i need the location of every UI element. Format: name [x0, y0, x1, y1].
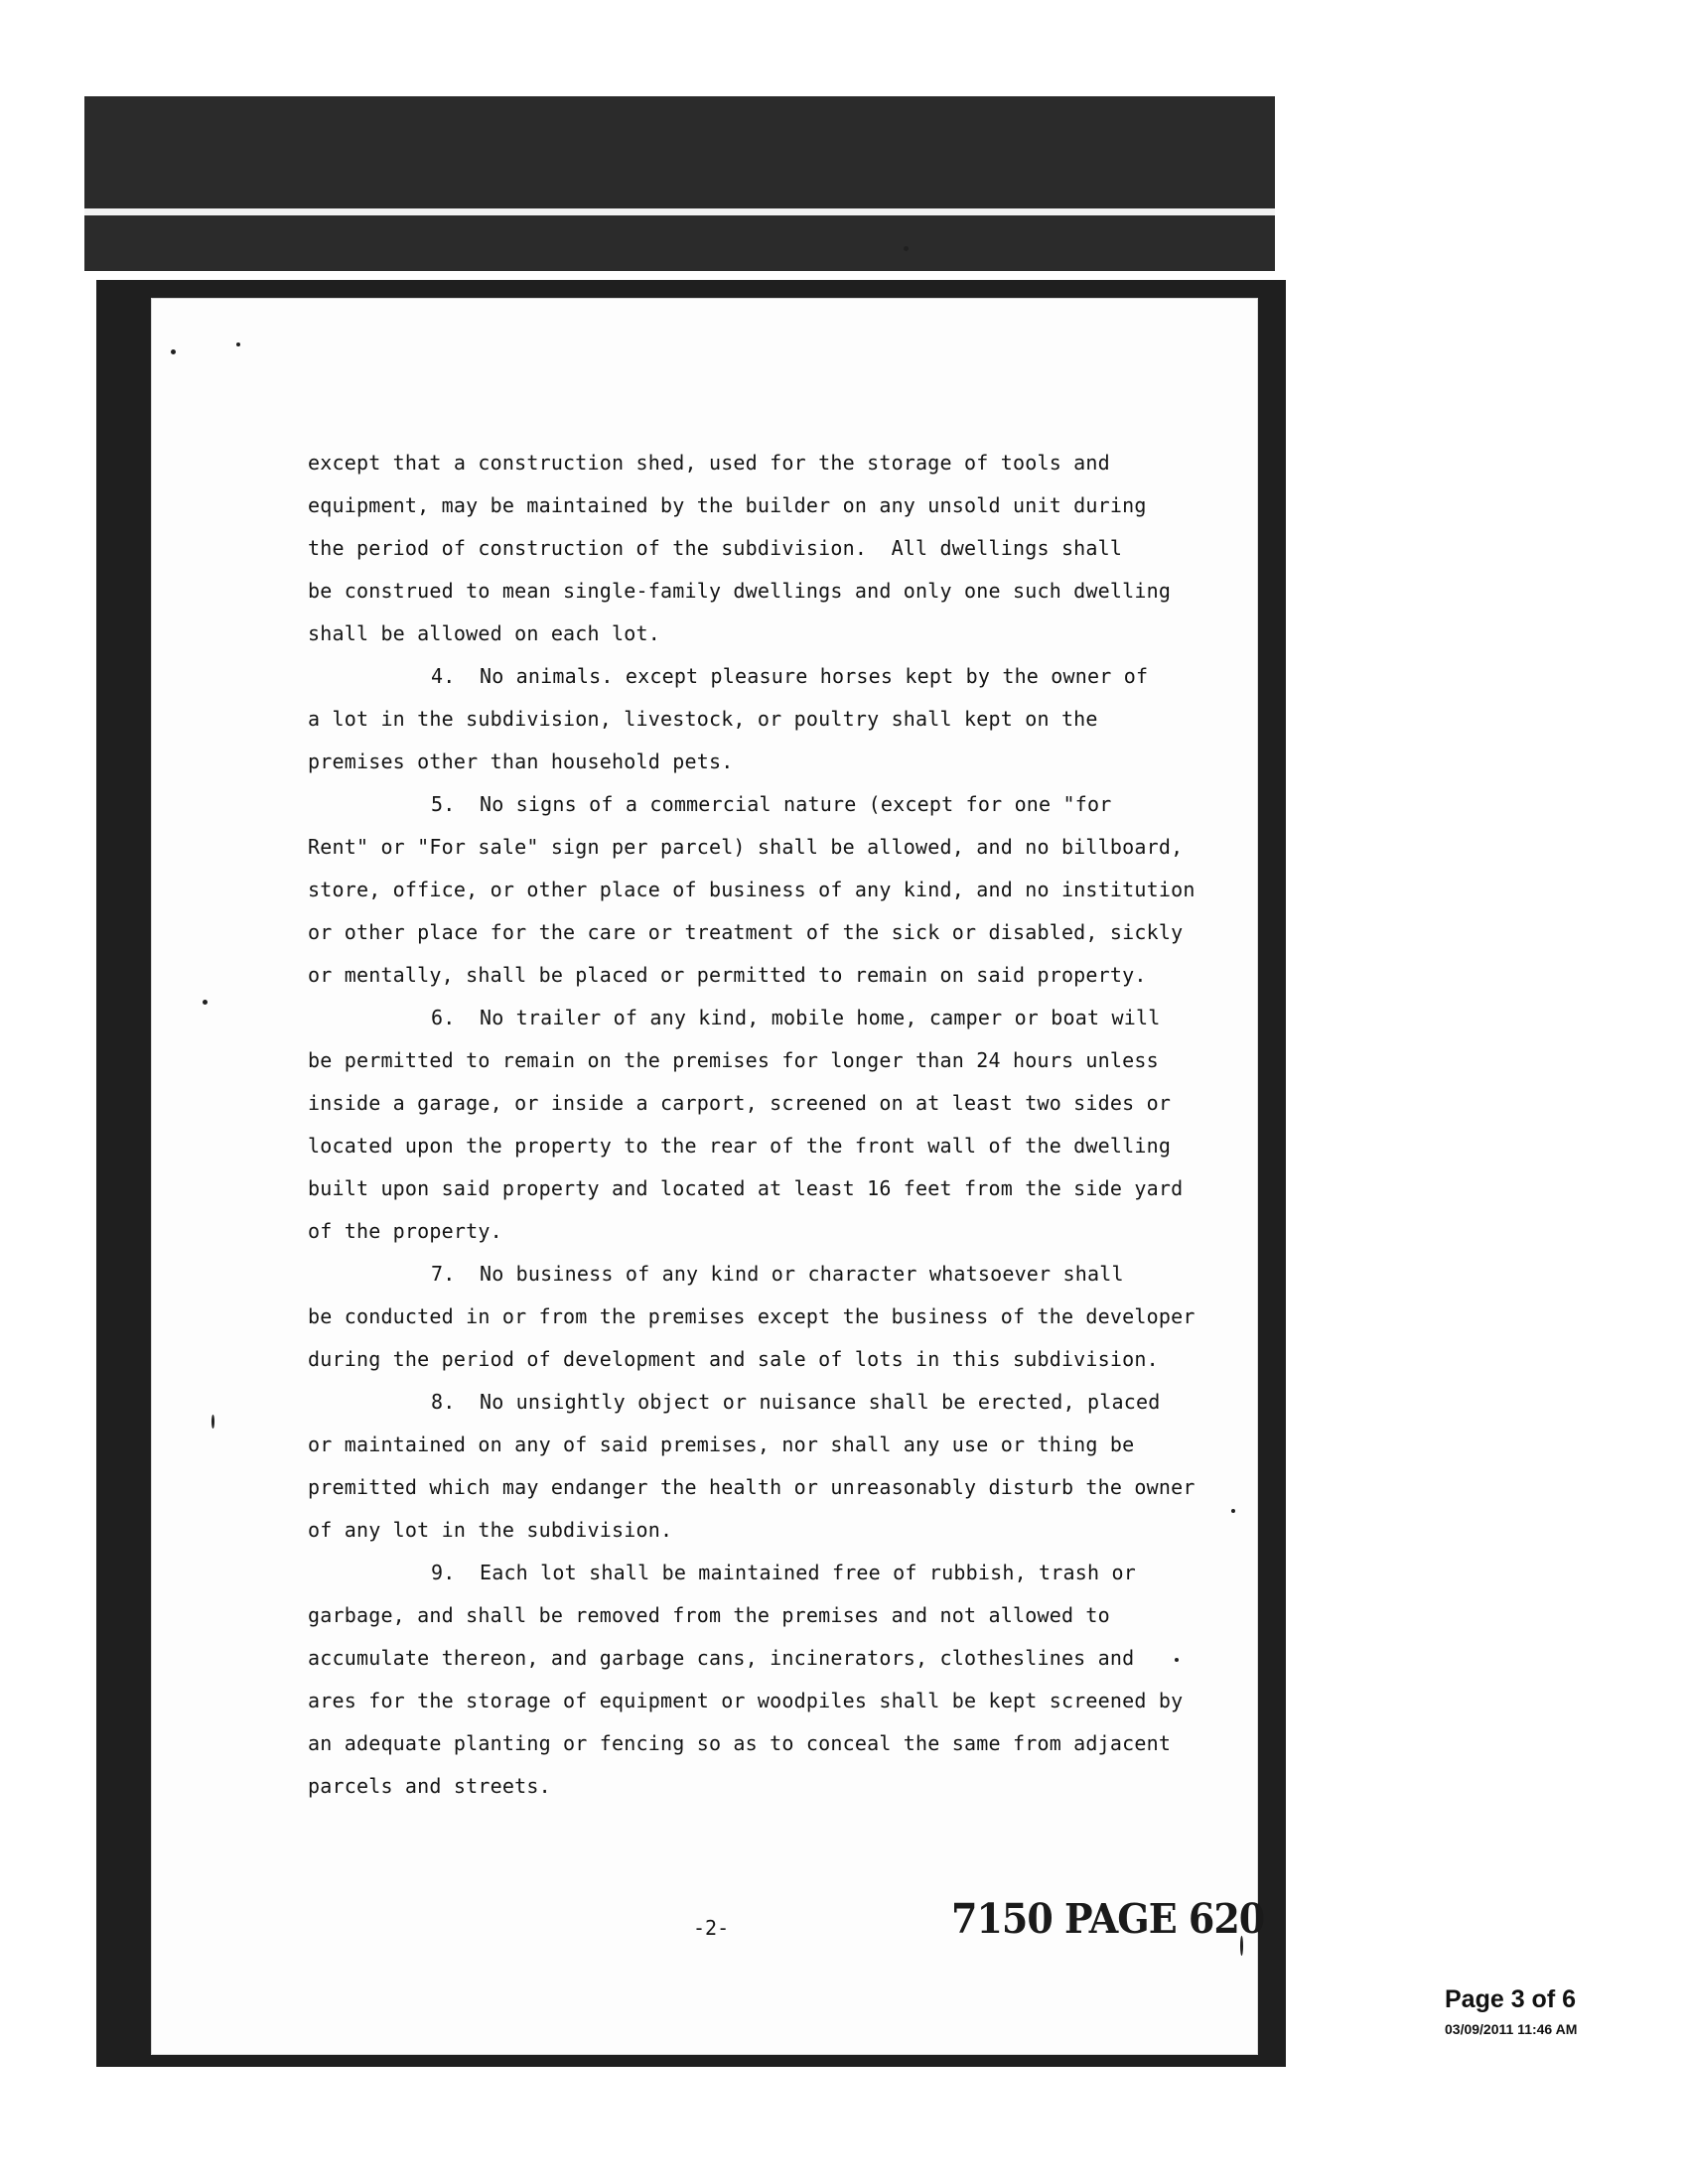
text-line: accumulate thereon, and garbage cans, incinerators, clotheslines and	[308, 1646, 1135, 1670]
text-line: 8. No unsightly object or nuisance shall be erected, placed	[431, 1390, 1161, 1414]
scan-speck	[211, 1415, 214, 1429]
scan-top-band-line	[84, 208, 1275, 215]
text-line: be conducted in or from the premises except the business of the developer	[308, 1304, 1196, 1328]
text-line: or mentally, shall be placed or permitted to remain on said property.	[308, 963, 1147, 987]
text-line: Rent" or "For sale" sign per parcel) shall be allowed, and no billboard,	[308, 835, 1184, 859]
text-line: premitted which may endanger the health or unreasonably disturb the owner	[308, 1475, 1196, 1499]
scan-speck	[171, 349, 176, 354]
scan-speck	[236, 342, 240, 346]
paragraph	[308, 997, 1201, 1253]
timestamp: 03/09/2011 11:46 AM	[1445, 2021, 1578, 2037]
text-line: 5. No signs of a commercial nature (except for one "for	[431, 792, 1112, 816]
scan-top-band	[84, 96, 1275, 271]
text-line: ares for the storage of equipment or woodpiles shall be kept screened by	[308, 1689, 1184, 1712]
text-line: parcels and streets.	[308, 1774, 551, 1798]
text-line: located upon the property to the rear of the front wall of the dwelling	[308, 1134, 1172, 1158]
text-line: be construed to mean single-family dwellings and only one such dwelling	[308, 579, 1172, 603]
text-line: store, office, or other place of business of any kind, and no institution	[308, 878, 1196, 901]
paragraph	[308, 1552, 1201, 1808]
text-line: except that a construction shed, used for the storage of tools and	[308, 451, 1110, 475]
scan-speck	[904, 246, 909, 251]
text-line: equipment, may be maintained by the builder on any unsold unit during	[308, 493, 1147, 517]
text-line: an adequate planting or fencing so as to conceal the same from adjacent	[308, 1731, 1172, 1755]
scan-speck	[203, 1000, 208, 1005]
paragraph	[308, 1253, 1201, 1381]
paragraph	[308, 1381, 1201, 1552]
text-line: be permitted to remain on the premises for longer than 24 hours unless	[308, 1048, 1159, 1072]
page-indicator: Page 3 of 6	[1445, 1985, 1576, 2013]
text-line: garbage, and shall be removed from the premises and not allowed to	[308, 1603, 1110, 1627]
text-line: the period of construction of the subdivision. All dwellings shall	[308, 536, 1123, 560]
document-body	[308, 442, 1201, 1808]
text-line: 6. No trailer of any kind, mobile home, camper or boat will	[431, 1006, 1161, 1029]
paragraph	[308, 442, 1201, 655]
text-line: 7. No business of any kind or character whatsoever shall	[431, 1262, 1124, 1286]
text-line: 9. Each lot shall be maintained free of rubbish, trash or	[431, 1561, 1136, 1584]
text-line: or other place for the care or treatment of the sick or disabled, sickly	[308, 920, 1184, 944]
text-line: or maintained on any of said premises, nor shall any use or thing be	[308, 1433, 1135, 1456]
paragraph	[308, 655, 1201, 783]
page-number: -2-	[693, 1916, 730, 1940]
text-line: a lot in the subdivision, livestock, or poultry shall kept on the	[308, 707, 1098, 731]
text-line: of the property.	[308, 1219, 502, 1243]
text-line: 4. No animals. except pleasure horses kept by the owner of	[431, 664, 1149, 688]
text-line: built upon said property and located at least 16 feet from the side yard	[308, 1176, 1184, 1200]
scan-speck	[1231, 1509, 1235, 1513]
text-line: shall be allowed on each lot.	[308, 621, 660, 645]
paragraph	[308, 783, 1201, 997]
text-line: of any lot in the subdivision.	[308, 1518, 673, 1542]
recording-stamp: 7150 PAGE 620	[951, 1894, 1265, 1943]
text-line: premises other than household pets.	[308, 750, 734, 773]
text-line: inside a garage, or inside a carport, screened on at least two sides or	[308, 1091, 1172, 1115]
text-line: during the period of development and sale of lots in this subdivision.	[308, 1347, 1159, 1371]
